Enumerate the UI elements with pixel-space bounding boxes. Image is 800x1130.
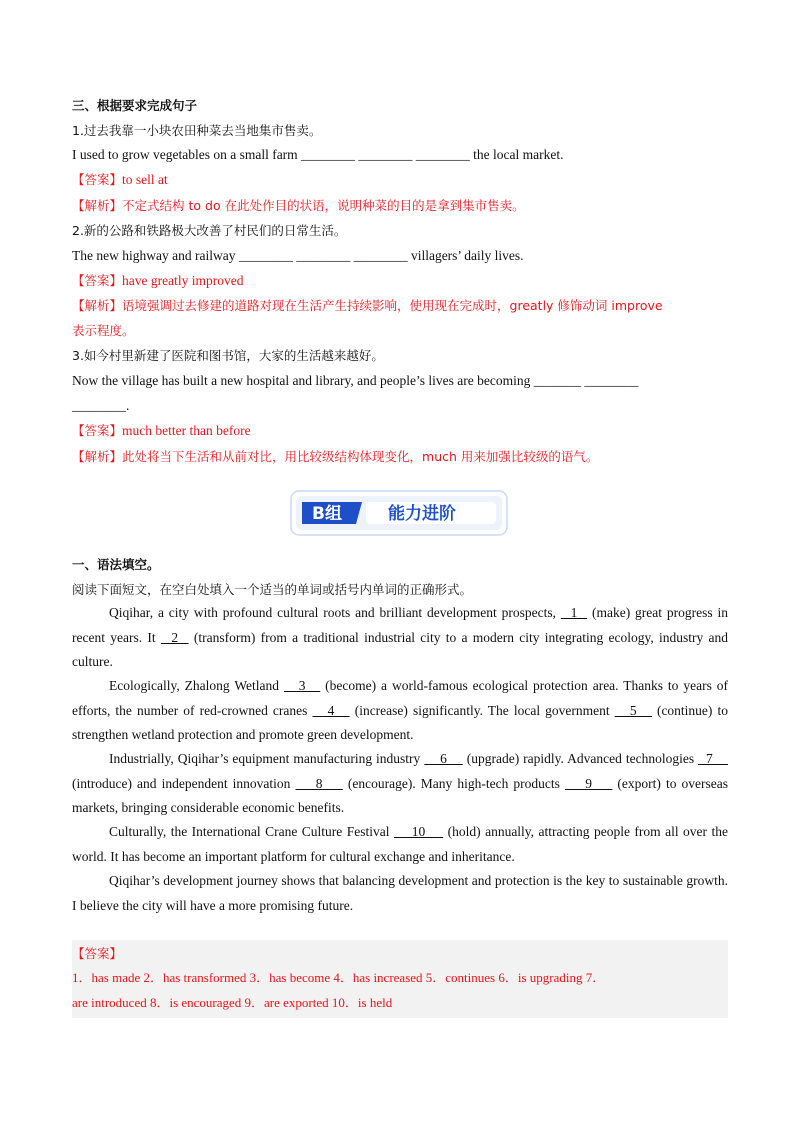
passage-paragraph-5: Qiqihar’s development journey shows that balancing development and protection is the key to sustainable growth. I believe the city will have a more promising future. — [72, 873, 728, 913]
answer-tag: 【答案】 — [72, 946, 123, 961]
q2-prompt: 2.新的公路和铁路极大改善了村民们的日常生活。 — [72, 223, 347, 238]
p2-text-2: (become) a world-famous ecological protection area. Thanks to years of efforts, the number of red-crowned cranes — [72, 678, 728, 718]
p3-text-2: (upgrade) rapidly. Advanced technologies — [462, 751, 699, 766]
blank-9: 9 — [565, 775, 613, 791]
q1-answer-text: to sell at — [122, 172, 168, 187]
blank-8: 8 — [295, 775, 343, 791]
q2-analysis-text: 语境强调过去修建的道路对现在生活产生持续影响，使用现在完成时，greatly 修饰动词 improve — [122, 298, 663, 313]
q2-sentence: The new highway and railway ________ ________ ________ villagers’ daily lives. — [72, 248, 524, 263]
badge-graphic — [288, 488, 510, 538]
q3-prompt: 3.如今村里新建了医院和图书馆，大家的生活越来越好。 — [72, 348, 384, 363]
q1-sentence: I used to grow vegetables on a small farm ________ ________ ________ the local market. — [72, 147, 564, 162]
blank-5: 5 — [614, 702, 652, 718]
q2-analysis-cont: 表示程度。 — [72, 323, 135, 338]
q2-answer — [72, 271, 243, 291]
answers-line-1: 1．has made 2．has transformed 3．has become 4．has increased 5．continues 6．is upgrading 7． — [72, 970, 606, 985]
p2-text-3: (increase) significantly. The local government — [349, 702, 615, 718]
p3-text-5: (export) to overseas markets, bringing considerable economic benefits. — [72, 775, 729, 815]
passage-paragraph-3 — [72, 747, 728, 821]
p3-text-3: (introduce) and independent innovation — [72, 775, 296, 791]
blank-3: 3 — [283, 678, 321, 693]
blank-10: 10 — [393, 824, 444, 839]
answer-box — [72, 940, 728, 1018]
answer-tag: 【答案】 — [72, 172, 123, 187]
badge-title: 能力进阶 — [388, 504, 456, 524]
badge-group-label: B组 — [312, 504, 342, 524]
blank-2: 2 — [160, 629, 189, 645]
q3-analysis — [72, 447, 598, 467]
section1-instruction: 阅读下面短文，在空白处填入一个适当的单词或括号内单词的正确形式。 — [72, 582, 473, 597]
analysis-tag: 【解析】 — [72, 449, 123, 464]
q1-analysis-text: 不定式结构 to do 在此处作目的状语，说明种菜的目的是拿到集市售卖。 — [122, 198, 525, 213]
passage-paragraph-1 — [72, 601, 728, 675]
p3-text-4: (encourage). Many high-tech products — [342, 775, 565, 791]
section1-heading: 一、语法填空。 — [72, 557, 160, 572]
section3-heading: 三、根据要求完成句子 — [72, 98, 198, 113]
answer-tag: 【答案】 — [72, 423, 123, 438]
q1-prompt: 1.过去我靠一小块农田种菜去当地集市售卖。 — [72, 123, 322, 138]
analysis-tag: 【解析】 — [72, 198, 123, 213]
p4-text-2: (hold) annually, attracting people from all over the world. It has become an important platform for cultural exchange and inheritance. — [72, 824, 728, 864]
passage-paragraph-2 — [72, 674, 728, 748]
blank-1: 1 — [560, 605, 588, 620]
p2-text-4: (continue) to strengthen wetland protection and promote green development. — [72, 702, 728, 742]
q3-analysis-text: 此处将当下生活和从前对比，用比较级结构体现变化，much 用来加强比较级的语气。 — [122, 449, 599, 464]
group-b-badge — [288, 488, 510, 538]
q3-sentence: Now the village has built a new hospital and library, and people’s lives are becoming _______ ________ — [72, 373, 639, 388]
q1-analysis — [72, 196, 525, 216]
p4-text-1: Culturally, the International Crane Culture Festival — [109, 824, 394, 839]
p1-text-3: (transform) from a traditional industrial city to a modern city integrating ecology, industry and culture. — [72, 629, 729, 669]
blank-7: 7 — [698, 751, 729, 766]
q3-answer — [72, 421, 251, 441]
p2-text-1: Ecologically, Zhalong Wetland — [109, 678, 284, 693]
q1-answer — [72, 170, 168, 190]
q3-sentence-cont: ________. — [72, 398, 130, 413]
p3-text-1: Industrially, Qiqihar’s equipment manufacturing industry — [109, 751, 425, 766]
analysis-tag: 【解析】 — [72, 298, 123, 313]
passage-paragraph-4 — [72, 820, 728, 869]
q3-answer-text: much better than before — [122, 423, 251, 438]
answers-line-2: are introduced 8．is encouraged 9．are exported 10．is held — [72, 995, 393, 1010]
p1-text-1: Qiqihar, a city with profound cultural roots and brilliant development prospects, — [109, 605, 561, 620]
blank-4: 4 — [312, 702, 350, 718]
q2-analysis — [72, 296, 663, 316]
blank-6: 6 — [424, 751, 463, 766]
p1-text-2: (make) great progress in recent years. It — [72, 605, 729, 645]
q2-answer-text: have greatly improved — [122, 273, 244, 288]
answer-tag: 【答案】 — [72, 273, 123, 288]
